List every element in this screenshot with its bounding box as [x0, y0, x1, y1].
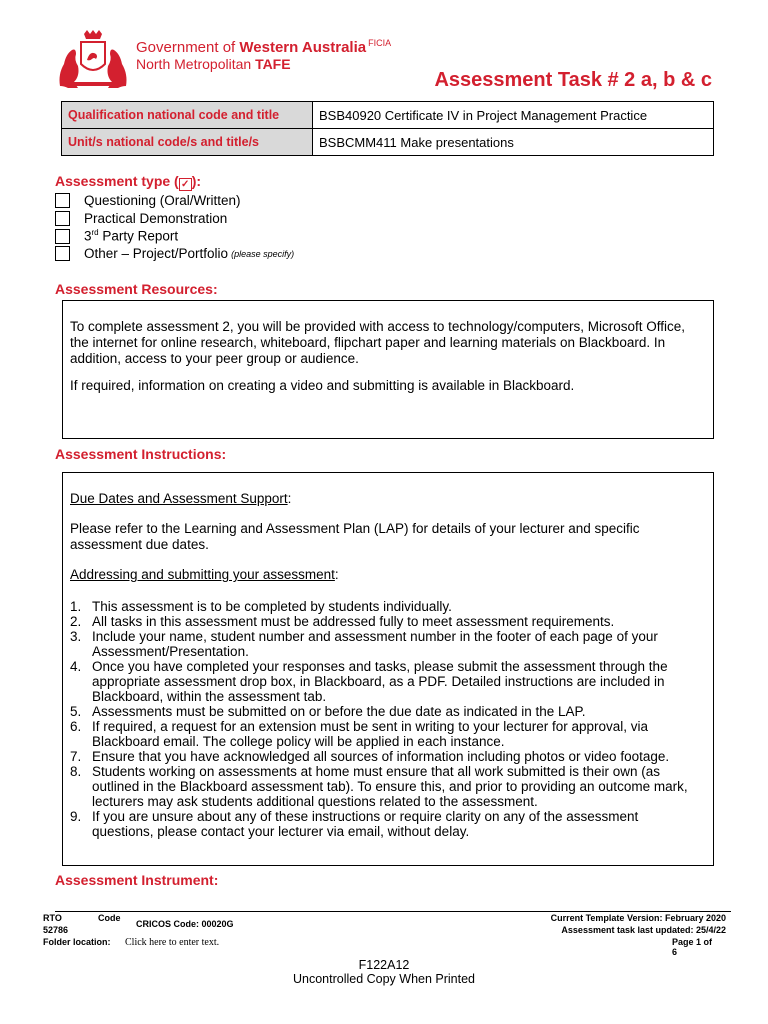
- assessment-type-heading: Assessment type ( ✓ ):: [55, 173, 202, 190]
- assessment-task-title: Assessment Task # 2 a, b & c: [434, 69, 712, 91]
- checkbox-checked-icon: ✓: [179, 178, 192, 191]
- footer-rto-number: 52786: [43, 925, 69, 935]
- form-code: F122A12: [358, 958, 410, 972]
- institution-name: North Metropolitan TAFE: [136, 56, 291, 72]
- footer-code-label: Code: [98, 913, 121, 923]
- checkbox-icon[interactable]: [55, 211, 70, 226]
- instructions-box: [62, 472, 714, 866]
- footer-page-number: Page 1 of: [672, 937, 713, 947]
- qualification-table: [61, 101, 714, 156]
- resources-paragraph-1: To complete assessment 2, you will be provided with access to technology/computers, Microsoft Office, the internet for online research, whiteboard, flipchart paper and learning materials on Blackboard. In addition, access to your peer group or audience.: [70, 319, 686, 366]
- footer-rto-label: RTO: [43, 913, 62, 923]
- footer-last-updated: Assessment task last updated: 25/4/22: [561, 925, 726, 935]
- uncontrolled-copy-notice: Uncontrolled Copy When Printed: [292, 972, 476, 986]
- government-name: Government of Western Australia $^{FICIA}$: [136, 38, 392, 56]
- qualification-value: BSB40920 Certificate IV in Project Management Practice: [313, 102, 714, 129]
- unit-value: BSBCMM411 Make presentations: [313, 129, 714, 156]
- option-other-project-portfolio[interactable]: Other – Project/Portfolio (please specify): [55, 245, 294, 263]
- folder-location-field[interactable]: Click here to enter text.: [125, 937, 220, 948]
- option-questioning[interactable]: Questioning (Oral/Written): [55, 192, 294, 210]
- table-row: [62, 129, 714, 156]
- list-item: 2. All tasks in this assessment must be addressed fully to meet assessment requirements.: [70, 614, 615, 629]
- option-practical-demonstration[interactable]: Practical Demonstration: [55, 210, 294, 228]
- submitting-subheading: Addressing and submitting your assessment:: [70, 567, 339, 582]
- footer-template-version: Current Template Version: February 2020: [550, 913, 726, 923]
- list-item: 9. If you are unsure about any of these instructions or require clarity on any of the assessment questions, please contact your lecturer via email, without delay.: [70, 809, 639, 839]
- list-item: 1. This assessment is to be completed by students individually.: [70, 599, 452, 614]
- list-item: 7. Ensure that you have acknowledged all sources of information including photos or video footage.: [70, 749, 670, 764]
- resources-paragraph-2: If required, information on creating a video and submitting is available in Blackboard.: [70, 378, 575, 393]
- due-dates-paragraph: Please refer to the Learning and Assessment Plan (LAP) for details of your lecturer and specific assessment due dates.: [70, 521, 640, 552]
- assessment-instructions-heading: Assessment Instructions:: [55, 446, 227, 462]
- assessment-resources-heading: Assessment Resources:: [55, 281, 218, 297]
- list-item: 3. Include your name, student number and assessment number in the footer of each page of your Assessment/Presentation.: [70, 629, 658, 659]
- checkbox-icon[interactable]: [55, 229, 70, 244]
- footer-cricos-code: CRICOS Code: 00020G: [136, 919, 234, 929]
- wa-crest-logo: [54, 30, 132, 90]
- resources-box: [62, 300, 714, 439]
- qualification-label: Qualification national code and title: [62, 102, 313, 129]
- footer-folder-label: Folder location:: [43, 937, 111, 947]
- list-item: 8. Students working on assessments at home must ensure that all work submitted is their own (as outlined in the Blackboard assessment tab). To ensure this, and prior to providing an outcome mark, lecturers may ask students additional questions related to the assessment.: [70, 764, 688, 809]
- option-third-party-report[interactable]: 3rd Party Report: [55, 227, 294, 245]
- list-item: 4. Once you have completed your responses and tasks, please submit the assessment through the appropriate assessment drop box, in Blackboard, as a PDF. Detailed instructions are included in Blackboard, within the assessment tab.: [70, 659, 668, 704]
- unit-label: Unit/s national code/s and title/s: [62, 129, 313, 156]
- checkbox-icon[interactable]: [55, 246, 70, 261]
- list-item: 6. If required, a request for an extension must be sent in writing to your lecturer for approval, via Blackboard email. The college policy will be applied in each instance.: [70, 719, 649, 749]
- due-dates-subheading: Due Dates and Assessment Support:: [70, 491, 292, 506]
- footer-page-total: 6: [672, 947, 678, 957]
- instructions-list: [70, 599, 702, 839]
- assessment-type-options: [55, 192, 294, 263]
- assessment-instrument-heading: Assessment Instrument:: [55, 872, 219, 888]
- list-item: 5. Assessments must be submitted on or before the due date as indicated in the LAP.: [70, 704, 586, 719]
- table-row: [62, 102, 714, 129]
- footer-divider: [55, 911, 731, 912]
- checkbox-icon[interactable]: [55, 193, 70, 208]
